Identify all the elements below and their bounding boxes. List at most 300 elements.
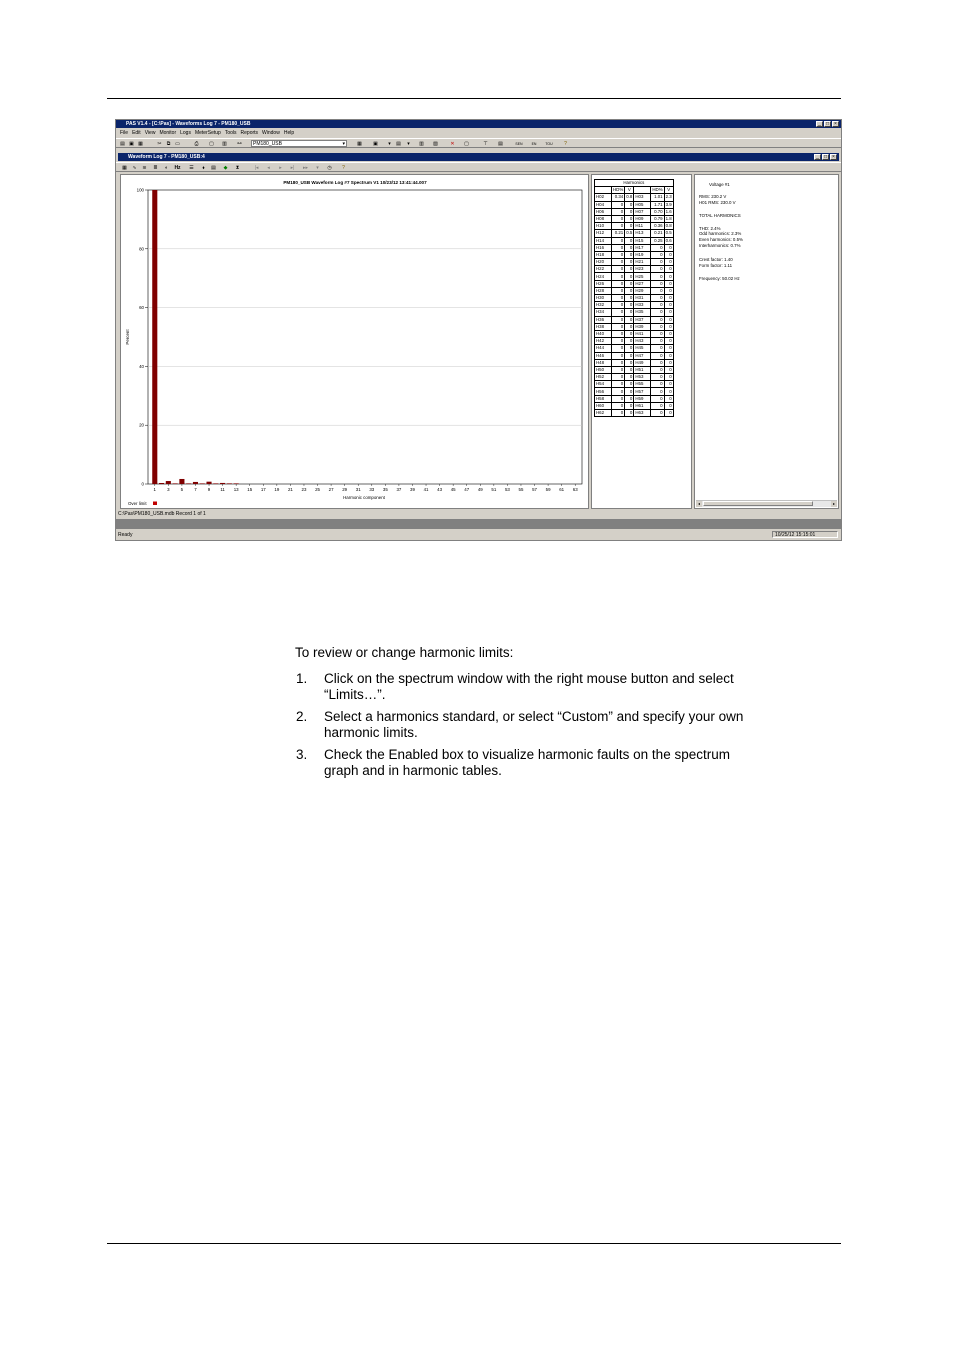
table-row: [595, 266, 674, 273]
first-record-icon[interactable]: |◂: [254, 165, 259, 171]
harmonics-cell: H55: [634, 381, 651, 388]
tou-icon[interactable]: TOU: [545, 142, 553, 146]
harmonics-cell: 0: [664, 381, 673, 388]
step-text: Select a harmonics standard, or select “Custom” and specify your own harmonic limits.: [324, 709, 744, 740]
chevron-down-icon: ▾: [342, 141, 345, 147]
harmonics-cell: 0: [625, 395, 634, 402]
harmonics-cell: 0: [625, 251, 634, 258]
x-tick-label: 31: [355, 487, 361, 492]
harmonics-cell: 0: [664, 345, 673, 352]
harmonics-cell: 0: [612, 410, 625, 417]
rms-icon[interactable]: ≋: [142, 165, 147, 171]
harmonics-cell: 0.5: [665, 230, 672, 236]
harmonics-table: [594, 179, 674, 417]
harmonics-table-pane[interactable]: [591, 174, 692, 509]
harmonics-cell: H27: [634, 280, 651, 287]
harmonics-cell: H46: [595, 352, 612, 359]
x-tick-label: 37: [396, 487, 402, 492]
menu-item-window[interactable]: Window: [262, 130, 280, 136]
harmonics-cell: 0: [612, 251, 625, 258]
download-dropdown-icon[interactable]: ▾: [407, 141, 410, 147]
table-row: [595, 359, 674, 366]
x-tick-label: 13: [233, 487, 239, 492]
x-tick-label: 51: [491, 487, 497, 492]
export-icon[interactable]: ▧: [433, 141, 438, 147]
x-tick-label: 55: [518, 487, 524, 492]
menu-item-metersetup[interactable]: MeterSetup: [194, 130, 221, 136]
x-axis-label: Harmonic component: [343, 495, 385, 500]
harmonics-cell: H10: [595, 223, 612, 230]
harmonics-cell: 0.34: [612, 194, 625, 201]
harmonics-cell: H43: [634, 338, 651, 345]
menu-item-view[interactable]: View: [144, 130, 156, 136]
step-number: 3.: [296, 747, 308, 762]
harmonics-cell: 0: [664, 395, 673, 402]
harmonics-cell: H06: [595, 208, 612, 215]
harmonics-cell: 0: [612, 223, 625, 230]
y-axis-label: Percent: [125, 329, 130, 345]
table-icon[interactable]: ▦: [357, 141, 362, 147]
app-close-button[interactable]: ×: [832, 121, 839, 127]
harmonics-cell: 0: [664, 352, 673, 359]
harmonics-cell: H44: [595, 345, 612, 352]
harmonics-cell: H52: [595, 374, 612, 381]
y-tick-label: 40: [139, 363, 144, 369]
harmonics-cell: H11: [634, 223, 651, 230]
harmonics-cell: H36: [595, 316, 612, 323]
harmonics-cell: H41: [634, 330, 651, 337]
harmonics-cell: 0: [651, 410, 664, 417]
harmonics-cell: 0: [651, 330, 664, 337]
app-maximize-button[interactable]: □: [825, 121, 830, 127]
last-record-icon[interactable]: ▸|: [290, 165, 295, 171]
harmonics-cell: H19: [634, 251, 651, 258]
harmonics-cell: 0: [625, 374, 634, 381]
menu-item-edit[interactable]: Edit: [132, 130, 141, 136]
step-text: Click on the spectrum window with the right mouse button and select “Limits…”.: [324, 671, 734, 702]
even-harmonics-value: Even harmonics: 0.5%: [699, 237, 743, 242]
child-status-text: C:\Pas\PM180_USB.mdb Record 1 of 1: [118, 511, 206, 517]
erase-icon[interactable]: ▢: [464, 141, 469, 147]
harmonics-cell: H47: [634, 352, 651, 359]
harmonics-cell: H12: [595, 230, 612, 237]
harmonics-cell: 0: [664, 374, 673, 381]
phasor-icon[interactable]: ◐: [164, 165, 169, 171]
table-row: [595, 309, 674, 316]
harmonics-cell: 1.8: [665, 216, 672, 222]
app-toolbar: [116, 138, 841, 148]
app-title: PAS V1.4 - [C:\Pas] - Waveforms Log 7 - PM180_USB: [126, 121, 251, 127]
child-maximize-button[interactable]: □: [823, 154, 828, 160]
bar: [166, 481, 171, 484]
voltage-info-pane[interactable]: [694, 174, 839, 509]
harmonics-cell: 0: [651, 316, 664, 323]
bar: [186, 483, 191, 484]
x-tick-label: 17: [260, 487, 266, 492]
harmonics-cell: 0: [664, 323, 673, 330]
harmonics-cell: 0.8: [665, 223, 672, 229]
harmonics-cell: 0: [625, 388, 634, 395]
harmonics-cell: 0: [651, 352, 664, 359]
harmonics-cell: 0: [651, 374, 664, 381]
sort-icon[interactable]: ⧗: [235, 165, 240, 171]
menu-item-reports[interactable]: Reports: [240, 130, 259, 136]
harmonics-cell: 0: [625, 215, 634, 222]
harmonics-cell: 0: [612, 330, 625, 337]
step-number: 1.: [296, 671, 308, 686]
harmonics-cell: 0: [664, 410, 673, 417]
legend-label: Over limit: [128, 501, 147, 506]
harmonics-cell: 0: [625, 273, 634, 280]
harmonics-cell: H30: [595, 295, 612, 302]
document-content: [295, 645, 755, 785]
harmonics-cell: 3.9: [665, 201, 672, 207]
harmonics-cell: H08: [595, 215, 612, 222]
harmonics-cell: H18: [595, 251, 612, 258]
table-row: [595, 295, 674, 302]
harmonics-column-header: HD%: [652, 187, 663, 193]
harmonics-cell: H48: [595, 359, 612, 366]
printer-icon[interactable]: ⎙: [194, 141, 199, 147]
overlay-icon[interactable]: ≣: [153, 165, 158, 171]
harmonics-cell: 0: [625, 201, 634, 208]
harmonics-cell: 0: [612, 208, 625, 215]
table-view-icon[interactable]: ▦: [122, 165, 127, 171]
y-tick-label: 60: [139, 305, 144, 311]
harmonics-cell: 0: [625, 323, 634, 330]
table-row: [595, 244, 674, 251]
prev-record-icon[interactable]: ◂: [267, 165, 270, 171]
scroll-left-icon[interactable]: ◂: [697, 501, 700, 506]
harmonics-cell: 0: [612, 215, 625, 222]
x-tick-label: 43: [437, 487, 443, 492]
harmonics-cell: 0: [664, 359, 673, 366]
harmonics-cell: 0: [651, 280, 664, 287]
harmonics-cell: 0: [625, 259, 634, 266]
harmonics-cell: H50: [595, 366, 612, 373]
harmonics-cell: 0: [651, 295, 664, 302]
table-row: [595, 381, 674, 388]
device-select[interactable]: [251, 140, 347, 147]
clock-icon[interactable]: ◷: [327, 165, 332, 171]
harmonics-cell: 0: [664, 280, 673, 287]
harmonics-cell: 0: [651, 366, 664, 373]
monitor-icon[interactable]: ▣: [373, 141, 378, 147]
legend-swatch: [153, 502, 157, 506]
table-row: [595, 366, 674, 373]
thd-value: THD: 2.4%: [699, 226, 721, 231]
marker-icon[interactable]: ⬧: [202, 165, 205, 171]
table-row: [595, 410, 674, 417]
harmonics-cell: H38: [595, 323, 612, 330]
footer-rule: [107, 1243, 841, 1244]
table-row: [595, 374, 674, 381]
nav-dropdown-icon[interactable]: ▾: [316, 165, 319, 171]
harmonics-cell: 0: [625, 381, 634, 388]
scroll-right-icon[interactable]: ▸: [832, 501, 835, 506]
interharmonics-value: Interharmonics: 0.7%: [699, 243, 741, 248]
chart-title: PM180_USB Waveform Log #7 Spectrum V1 10/23/12 13:41:44.007: [283, 180, 427, 185]
harmonics-cell: 0: [625, 244, 634, 251]
download-icon[interactable]: ▤: [396, 141, 401, 147]
harmonics-cell: 0: [664, 259, 673, 266]
harmonics-cell: 0: [625, 208, 634, 215]
monitor-dropdown-icon[interactable]: ▾: [388, 141, 391, 147]
voltage-heading: Voltage #1: [709, 182, 730, 187]
print-icon[interactable]: ▦: [138, 141, 143, 147]
harmonics-cell: H16: [595, 244, 612, 251]
harmonics-cell: H33: [634, 302, 651, 309]
menu-item-monitor[interactable]: Monitor: [159, 130, 177, 136]
harmonics-cell: 0: [625, 345, 634, 352]
harmonics-cell: 0: [612, 273, 625, 280]
x-tick-label: 29: [342, 487, 348, 492]
harmonics-cell: H03: [634, 194, 651, 201]
harmonics-cell: 0: [625, 359, 634, 366]
cut-icon[interactable]: ✂: [157, 141, 162, 147]
harmonics-cell: 0: [651, 388, 664, 395]
pas-application-window: [115, 119, 842, 541]
frequency-value: Frequency: 50.02 Hz: [699, 276, 740, 281]
hz-button[interactable]: Hz: [174, 165, 181, 171]
harmonics-cell: 0: [612, 388, 625, 395]
bar: [159, 483, 164, 484]
child-minimize-button[interactable]: _: [814, 154, 821, 160]
options-icon[interactable]: ▤: [211, 165, 216, 171]
harmonics-cell: H17: [634, 244, 651, 251]
harmonics-cell: 0: [651, 402, 664, 409]
harmonics-cell: 0: [612, 316, 625, 323]
harmonics-cell: 0: [612, 323, 625, 330]
table-row: [595, 259, 674, 266]
harmonics-cell: 0.25: [651, 237, 664, 244]
menu-item-tools[interactable]: Tools: [224, 130, 237, 136]
list-item: [295, 671, 755, 703]
datetime-status: 10/25/12 15:15:01: [772, 531, 838, 538]
x-tick-label: 27: [328, 487, 334, 492]
harmonics-cell: 0: [664, 251, 673, 258]
harmonics-cell: H14: [595, 237, 612, 244]
harmonics-cell: 0: [651, 266, 664, 273]
menu-item-logs[interactable]: Logs: [180, 130, 191, 136]
table-row: [595, 223, 674, 230]
app-title-bar: [116, 120, 841, 128]
harmonics-cell: H35: [634, 309, 651, 316]
table-row: [595, 402, 674, 409]
delete-icon[interactable]: ✕: [450, 141, 455, 147]
harmonics-cell: H02: [595, 194, 612, 201]
preview-icon[interactable]: ▢: [209, 141, 214, 147]
harmonics-cell: 0: [612, 295, 625, 302]
bar: [234, 483, 239, 484]
harmonics-column-header: [595, 187, 612, 194]
properties-icon[interactable]: ▥: [222, 141, 227, 147]
hint-icon[interactable]: ?: [342, 165, 345, 171]
x-tick-label: 15: [247, 487, 253, 492]
harmonics-cell: 0.70: [651, 208, 664, 215]
horizontal-scrollbar[interactable]: [696, 500, 837, 507]
table-row: [595, 345, 674, 352]
list-item: [295, 747, 755, 779]
table-row: [595, 302, 674, 309]
save-icon[interactable]: ▣: [129, 141, 134, 147]
spectrum-chart-pane[interactable]: [120, 174, 589, 509]
table-row: [595, 330, 674, 337]
x-tick-label: 5: [180, 487, 184, 492]
help-icon[interactable]: ?: [564, 141, 567, 147]
form-factor-value: Form factor: 1.11: [699, 263, 733, 268]
app-status-bar: [116, 531, 841, 539]
app-minimize-button[interactable]: _: [816, 121, 823, 127]
header-rule: [107, 98, 841, 99]
table-row: [595, 316, 674, 323]
harmonics-cell: 0: [651, 273, 664, 280]
connect-icon[interactable]: ⚯: [237, 141, 242, 147]
harmonics-cell: 0: [612, 402, 625, 409]
copy-icon[interactable]: ⧉: [166, 141, 171, 147]
harmonics-column-header: [634, 187, 651, 194]
bar: [173, 483, 178, 484]
harmonics-cell: 0: [664, 244, 673, 251]
harmonics-cell: 0: [612, 374, 625, 381]
harmonics-column-header: HD%: [613, 187, 624, 193]
y-tick-label: 0: [141, 481, 144, 487]
harmonics-cell: 0: [625, 302, 634, 309]
next-record-icon[interactable]: ▸: [279, 165, 282, 171]
x-tick-label: 23: [301, 487, 307, 492]
jump-record-icon[interactable]: ▸▸: [302, 165, 309, 171]
harmonics-cell: 0: [625, 266, 634, 273]
x-tick-label: 53: [504, 487, 510, 492]
x-tick-label: 33: [369, 487, 375, 492]
harmonics-cell: H29: [634, 287, 651, 294]
harmonics-cell: 0: [625, 295, 634, 302]
harmonics-cell: 0: [664, 366, 673, 373]
harmonics-cell: H53: [634, 374, 651, 381]
bar: [213, 483, 218, 484]
filter-icon[interactable]: ⊤: [483, 141, 488, 147]
open-icon[interactable]: ▤: [120, 141, 125, 147]
table-row: [595, 215, 674, 222]
x-tick-label: 49: [477, 487, 483, 492]
harmonics-cell: 0: [664, 266, 673, 273]
sen-icon[interactable]: SEN: [515, 142, 523, 146]
x-tick-label: 63: [572, 487, 578, 492]
zoom-icon[interactable]: ◆: [223, 165, 228, 171]
bar: [152, 190, 157, 484]
harmonics-cell: 0: [651, 381, 664, 388]
menu-item-help[interactable]: Help: [283, 130, 295, 136]
harmonics-cell: H58: [595, 395, 612, 402]
harmonics-cell: H21: [634, 259, 651, 266]
harmonics-cell: H22: [595, 266, 612, 273]
harmonics-column-header: V: [625, 187, 634, 194]
scroll-thumb[interactable]: [703, 501, 813, 506]
list-item: [295, 709, 755, 741]
x-tick-label: 39: [410, 487, 415, 492]
app-menu-bar: [116, 129, 841, 137]
harmonics-cell: 0.79: [651, 215, 664, 222]
plot-area: [148, 190, 582, 484]
harmonics-cell: 0: [651, 345, 664, 352]
harmonics-cell: 0.5: [626, 230, 633, 236]
upload-icon[interactable]: ▥: [419, 141, 424, 147]
odd-harmonics-value: Odd harmonics: 2.3%: [699, 231, 742, 236]
list-icon[interactable]: ☰: [189, 165, 194, 171]
harmonics-cell: 0.36: [651, 223, 664, 230]
x-tick-label: 41: [423, 487, 429, 492]
bar: [193, 482, 198, 484]
bar: [220, 483, 225, 484]
table-row: [595, 352, 674, 359]
harmonics-cell: 0: [664, 295, 673, 302]
x-tick-label: 7: [194, 487, 197, 492]
table-row: [595, 208, 674, 215]
harmonics-cell: 0: [625, 223, 634, 230]
harmonics-cell: 0: [664, 302, 673, 309]
child-status-bar: [116, 510, 841, 518]
harmonics-cell: 0.21: [612, 230, 625, 237]
harmonics-cell: H51: [634, 366, 651, 373]
crest-factor-value: Crest factor: 1.40: [699, 257, 733, 262]
child-close-button[interactable]: ×: [830, 154, 837, 160]
harmonics-cell: H63: [634, 410, 651, 417]
harmonics-cell: 0: [664, 388, 673, 395]
harmonics-cell: 0.8: [626, 194, 633, 200]
harmonics-cell: 0: [625, 410, 634, 417]
menu-item-file[interactable]: File: [120, 130, 129, 136]
harmonics-cell: 0: [612, 366, 625, 373]
harmonics-cell: 0: [651, 323, 664, 330]
harmonics-cell: H54: [595, 381, 612, 388]
harmonics-cell: 0: [612, 352, 625, 359]
child-title: Waveform Log 7 - PM180_USB:4: [128, 154, 205, 160]
en-icon[interactable]: EN: [531, 142, 537, 146]
harmonics-cell: 0: [612, 302, 625, 309]
harmonics-cell: 0: [651, 309, 664, 316]
device-select-value: PM180_USB: [253, 141, 282, 147]
harmonics-cell: 0: [612, 395, 625, 402]
waveform-icon[interactable]: ∿: [132, 165, 137, 171]
ready-status: Ready: [118, 532, 133, 538]
harmonics-cell: 0: [664, 338, 673, 345]
harmonics-cell: 0: [651, 251, 664, 258]
table-row: [595, 280, 674, 287]
harmonics-cell: 0.6: [665, 237, 672, 243]
total-harmonics-heading: TOTAL HARMONICS: [699, 213, 741, 218]
y-tick-label: 100: [136, 187, 144, 193]
harmonics-cell: 0: [612, 266, 625, 273]
harmonics-cell: H57: [634, 388, 651, 395]
harmonics-table-title: Harmonics: [595, 180, 674, 187]
log-icon[interactable]: ▤: [498, 141, 503, 147]
harmonics-cell: 0: [664, 309, 673, 316]
harmonics-cell: 0: [625, 287, 634, 294]
child-title-bar: [118, 153, 839, 161]
paste-icon[interactable]: ▭: [175, 141, 180, 147]
rms-value: RMS: 230.2 V: [699, 194, 727, 199]
harmonics-cell: H32: [595, 302, 612, 309]
harmonics-cell: H40: [595, 330, 612, 337]
table-row: [595, 287, 674, 294]
harmonics-column-header: V: [664, 187, 673, 194]
x-tick-label: 9: [207, 487, 211, 492]
harmonics-cell: 1.71: [651, 201, 664, 208]
table-row: [595, 230, 674, 237]
x-tick-label: 11: [220, 487, 225, 492]
harmonics-cell: 0: [664, 287, 673, 294]
harmonics-cell: 0: [625, 309, 634, 316]
